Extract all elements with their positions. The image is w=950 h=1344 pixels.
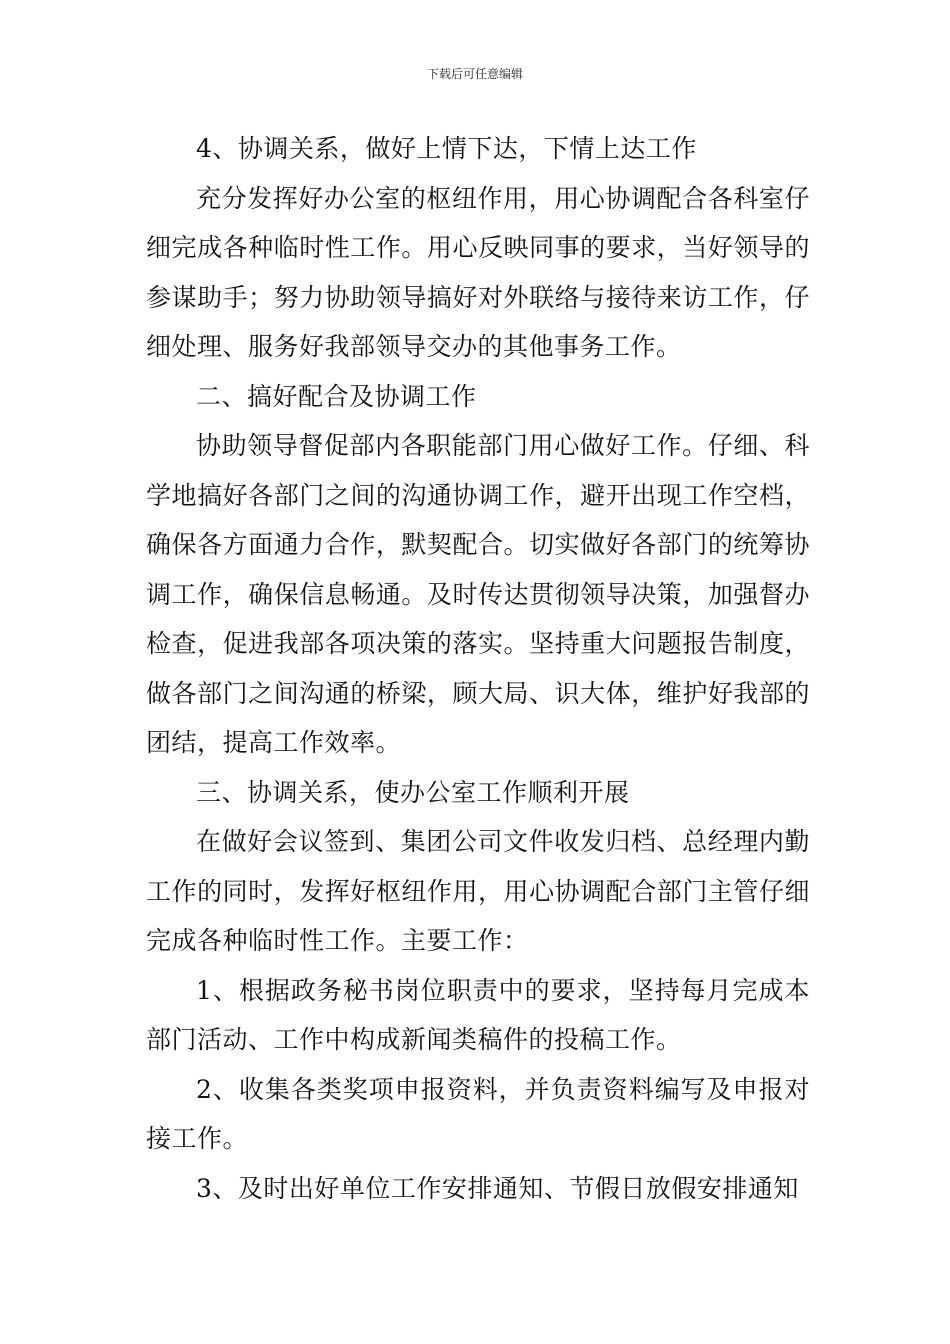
list-item-news-submission: 1、根据政务秘书岗位职责中的要求，坚持每月完成本部门活动、工作中构成新闻类稿件的投稿工作。 <box>146 975 810 1054</box>
page-header: 下载后可任意编辑 <box>426 67 523 81</box>
paragraph-hub-role: 充分发挥好办公室的枢纽作用，用心协调配合各科室仔细完成各种临时性工作。用心反映同事的要求，当好领导的参谋助手；努力协助领导搞好对外联络与接待来访工作，仔细处理、服务好我部领导交办的其他事务工作。 <box>146 183 810 361</box>
list-item-notices: 3、及时出好单位工作安排通知、节假日放假安排通知 <box>196 1173 799 1203</box>
document-body <box>146 124 810 1213</box>
paragraph-supervise-departments: 协助领导督促部内各职能部门用心做好工作。仔细、科学地搞好各部门之间的沟通协调工作，避开出现工作空档，确保各方面通力合作，默契配合。切实做好各部门的统筹协调工作，确保信息畅通。及时传达贯彻领导决策，加强督办检查，促进我部各项决策的落实。坚持重大问题报告制度，做各部门之间沟通的桥梁，顾大局、识大体，维护好我部的团结，提高工作效率。 <box>146 431 810 757</box>
section-heading-office-work: 三、协调关系，使办公室工作顺利开展 <box>196 777 630 807</box>
section-heading-coordinate-relations: 4、协调关系，做好上情下达，下情上达工作 <box>196 134 697 163</box>
paragraph-main-work: 在做好会议签到、集团公司文件收发归档、总经理内勤工作的同时，发挥好枢纽作用，用心协调配合部门主管仔细完成各种临时性工作。主要工作： <box>146 827 810 955</box>
list-item-award-materials: 2、收集各类奖项申报资料，并负责资料编写及申报对接工作。 <box>146 1074 810 1153</box>
section-heading-cooperation: 二、搞好配合及协调工作 <box>196 381 477 411</box>
